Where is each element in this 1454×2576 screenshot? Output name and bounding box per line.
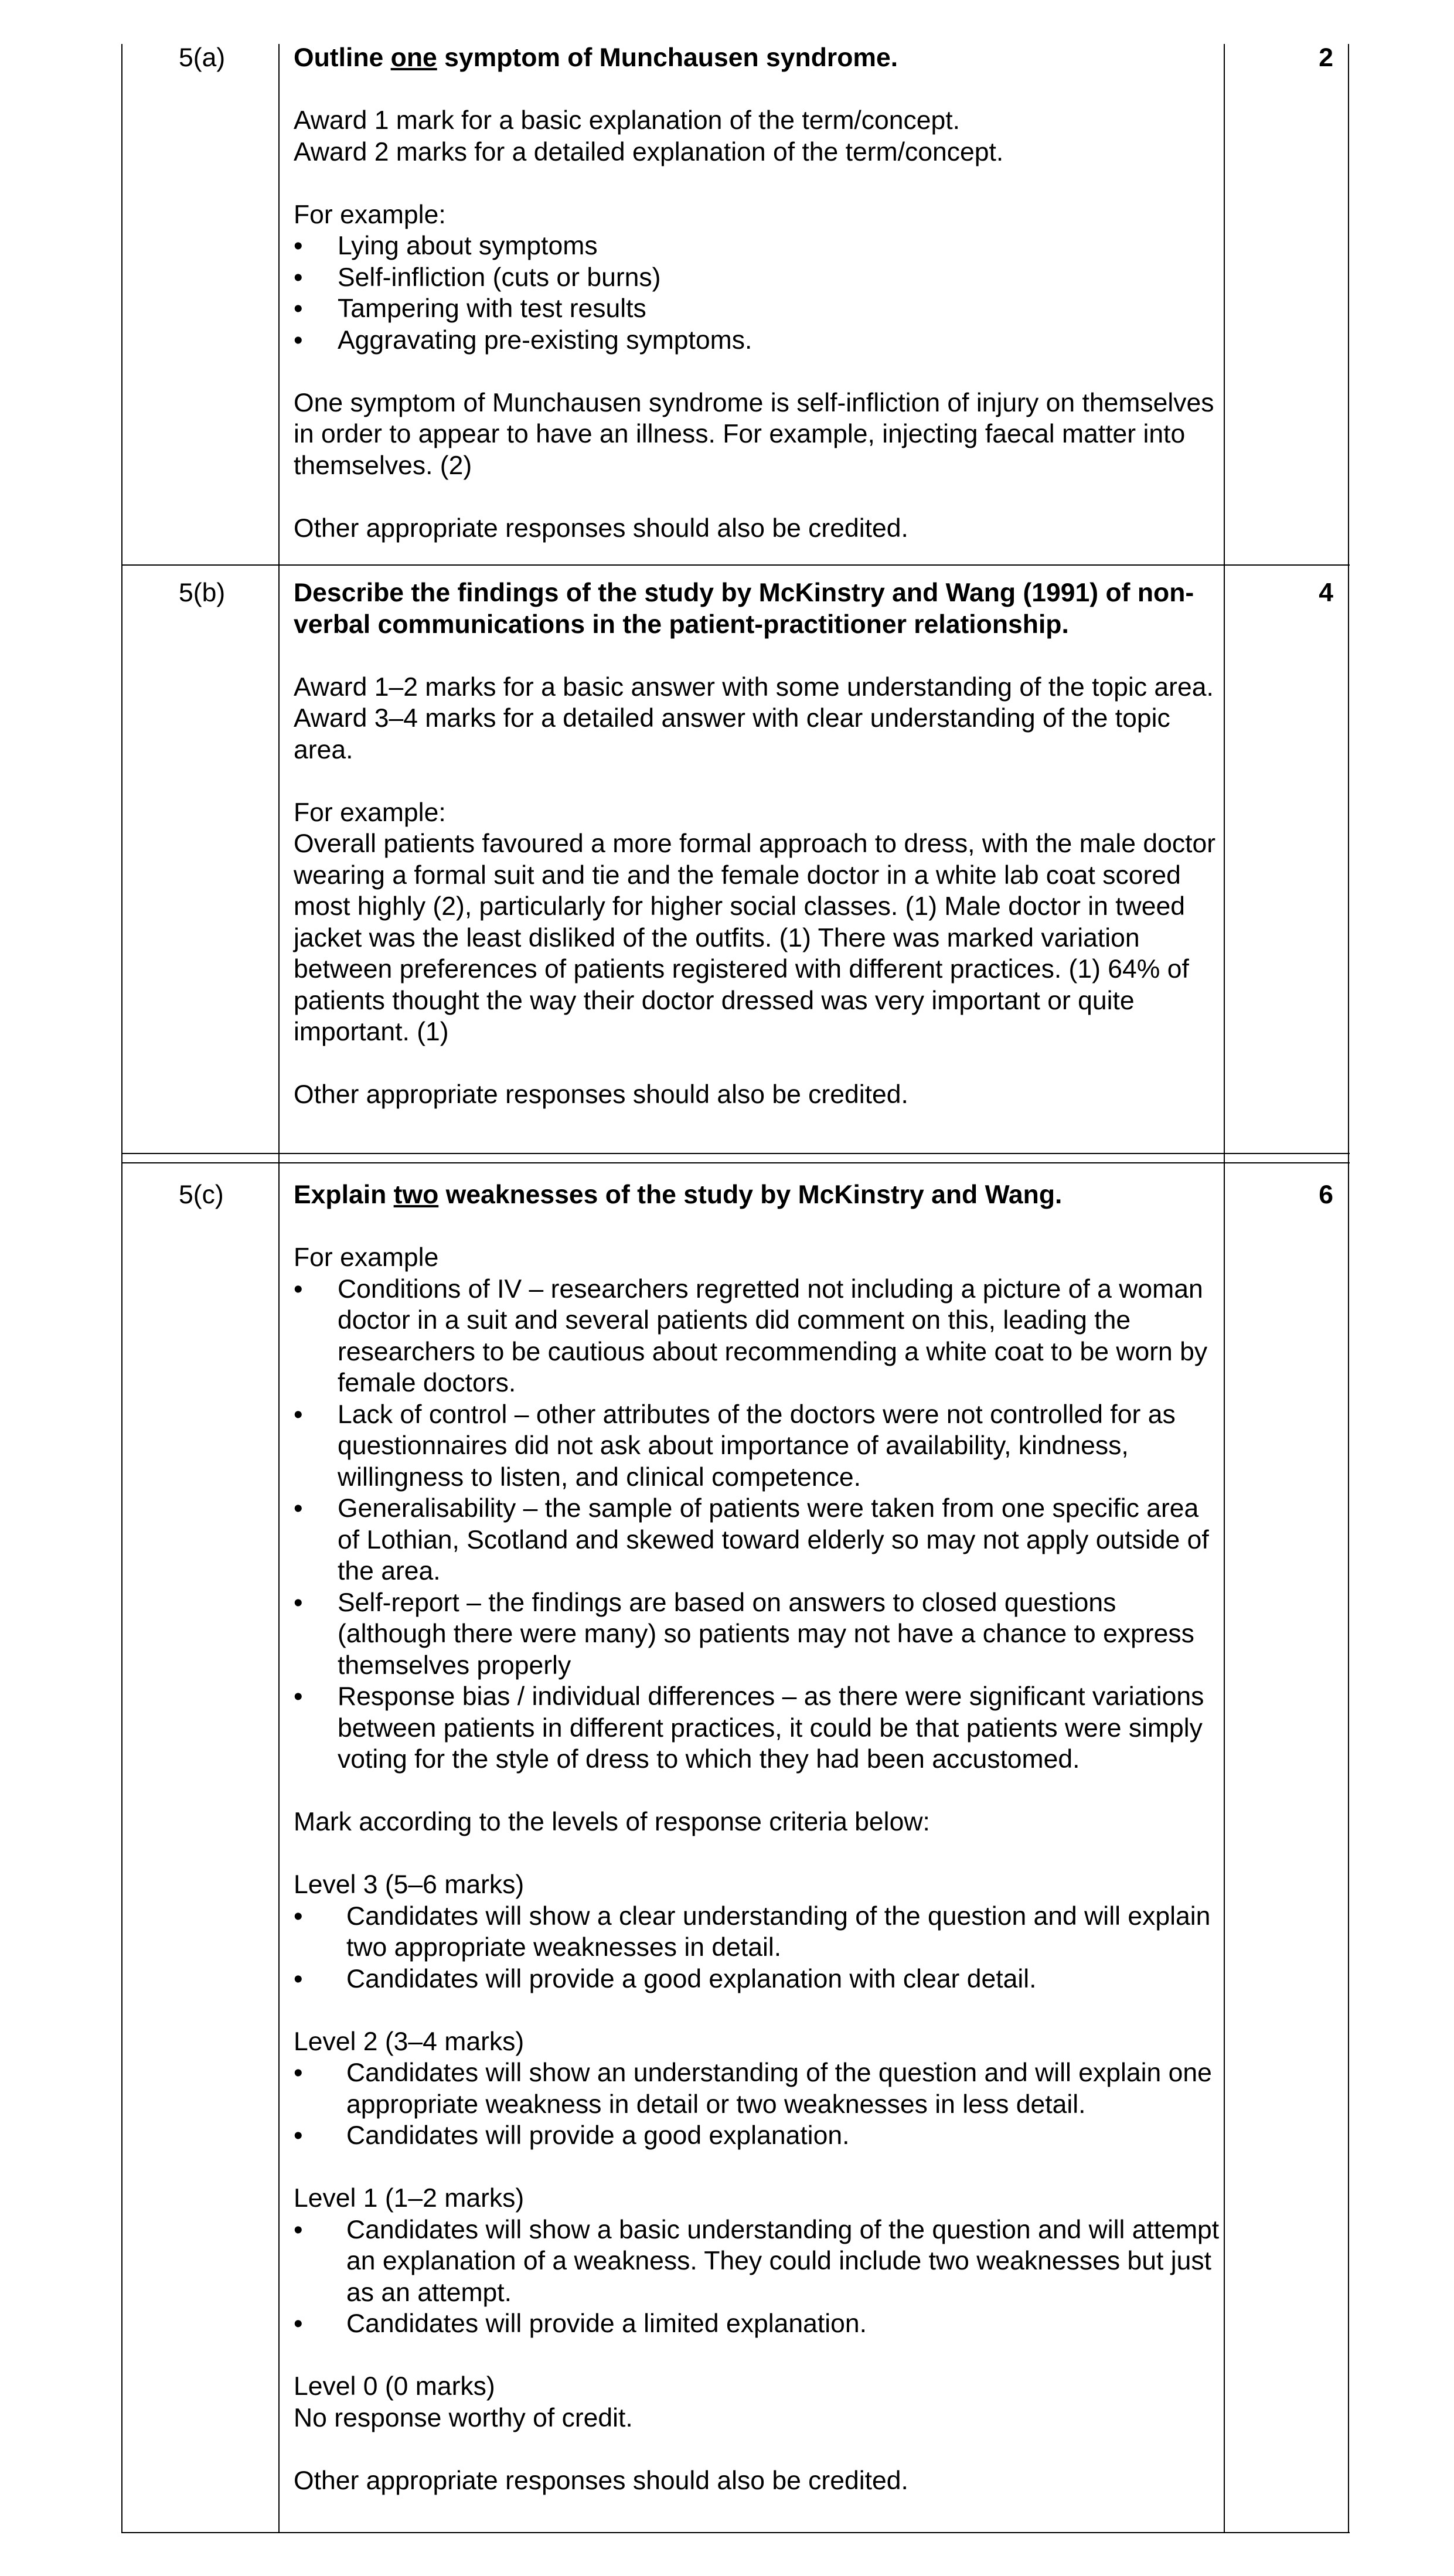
question-number: 5(c) — [179, 1180, 224, 1209]
level-title: Level 3 (5–6 marks) — [294, 1870, 525, 1899]
list-item: • Conditions of IV – researchers regretted not including a picture of a woman doctor in a suit and several patients did comment on this, leading the researchers to be cautious about recommending a white coat to be worn by female doctors. — [294, 1274, 1223, 1399]
question-number: 5(b) — [179, 579, 226, 607]
answer-cell-5c — [294, 1179, 1223, 2496]
row-divider-b-c-2 — [121, 1162, 1350, 1163]
list-item: • Tampering with test results — [294, 293, 1223, 325]
list-item: • Candidates will provide a limited explanation. — [294, 2308, 1223, 2340]
level-title: Level 0 (0 marks) — [294, 2372, 495, 2401]
list-item: • Candidates will show a basic understanding of the question and will attempt an explanation of a weakness. They could include two weaknesses but just as an attempt. — [294, 2214, 1223, 2309]
list-item: • Candidates will show a clear understanding of the question and will explain two appropriate weaknesses in detail. — [294, 1901, 1223, 1964]
list-item: • Response bias / individual differences – as there were significant variations between patients in different practices, it could be that patients were simply voting for the style of dress to which they had been accustomed. — [294, 1681, 1223, 1775]
question-text: Describe the findings of the study by McKinstry and Wang (1991) of non-verbal communications in the patient-practitioner relationship. — [294, 579, 1194, 639]
answer-cell-5a — [294, 42, 1223, 544]
level-criteria-list — [294, 2057, 1223, 2152]
table-border-right — [1348, 44, 1349, 2532]
example-label: For example — [294, 1243, 439, 1272]
list-item: • Generalisability – the sample of patients were taken from one specific area of Lothian, Scotland and skewed toward elderly so may not apply outside of the area. — [294, 1493, 1223, 1587]
question-text: Explain two weaknesses of the study by McKinstry and Wang. — [294, 1180, 1063, 1209]
table-bottom-border — [121, 2532, 1350, 2533]
credit-note: Other appropriate responses should also be credited. — [294, 1080, 908, 1109]
table-border-left — [121, 44, 122, 2532]
list-item: • Self-infliction (cuts or burns) — [294, 262, 1223, 294]
level-criteria-list — [294, 2214, 1223, 2340]
question-text: Outline one symptom of Munchausen syndrome. — [294, 43, 898, 72]
answer-cell-5b — [294, 577, 1223, 1111]
list-item: • Lying about symptoms — [294, 230, 1223, 262]
row-divider-b-c-1 — [121, 1153, 1350, 1154]
level-title: Level 2 (3–4 marks) — [294, 2027, 525, 2056]
credit-note: Other appropriate responses should also be credited. — [294, 2466, 908, 2495]
levels-intro: Mark according to the levels of response criteria below: — [294, 1808, 930, 1836]
table-divider-marks — [1224, 44, 1225, 2532]
list-item: • Candidates will provide a good explanation. — [294, 2120, 1223, 2152]
question-marks: 6 — [1319, 1180, 1333, 1209]
level-text: No response worthy of credit. — [294, 2403, 633, 2432]
list-item: • Candidates will provide a good explanation with clear detail. — [294, 1964, 1223, 1995]
award-line: Award 2 marks for a detailed explanation of the term/concept. — [294, 137, 1004, 166]
list-item: • Candidates will show an understanding of the question and will explain one appropriate weakness in detail or two weaknesses in less detail. — [294, 2057, 1223, 2120]
question-marks: 4 — [1319, 579, 1333, 607]
example-label: For example: — [294, 200, 446, 229]
question-number: 5(a) — [179, 43, 226, 72]
example-label: For example: — [294, 798, 446, 827]
example-list — [294, 230, 1223, 356]
row-divider-a-b — [121, 564, 1350, 566]
award-line: Award 3–4 marks for a detailed answer with clear understanding of the topic area. — [294, 704, 1170, 764]
question-marks: 2 — [1319, 43, 1333, 72]
list-item: • Aggravating pre-existing symptoms. — [294, 325, 1223, 356]
example-answer: Overall patients favoured a more formal approach to dress, with the male doctor wearing a formal suit and tie and the female doctor in a white lab coat scored most highly (2), particularly for higher social classes. (1) Male doctor in tweed jacket was the least disliked of the outfits. (1) There was marked variation between preferences of patients registered with different practices. (1) 64% of patients thought the way their doctor dressed was very important or quite important. (1) — [294, 829, 1216, 1046]
level-criteria-list — [294, 1901, 1223, 1995]
list-item: • Lack of control – other attributes of the doctors were not controlled for as questionnaires did not ask about importance of availability, kindness, willingness to listen, and clinical competence. — [294, 1399, 1223, 1493]
award-line: Award 1–2 marks for a basic answer with some understanding of the topic area. — [294, 672, 1214, 702]
list-item: • Self-report – the findings are based on answers to closed questions (although there were many) so patients may not have a chance to express themselves properly — [294, 1587, 1223, 1682]
table-divider-number — [278, 44, 280, 2532]
level-title: Level 1 (1–2 marks) — [294, 2184, 525, 2213]
award-line: Award 1 mark for a basic explanation of the term/concept. — [294, 106, 960, 135]
example-answer: One symptom of Munchausen syndrome is self-infliction of injury on themselves in order to appear to have an illness. For example, injecting faecal matter into themselves. (2) — [294, 388, 1214, 480]
weakness-list — [294, 1274, 1223, 1775]
credit-note: Other appropriate responses should also be credited. — [294, 513, 908, 543]
